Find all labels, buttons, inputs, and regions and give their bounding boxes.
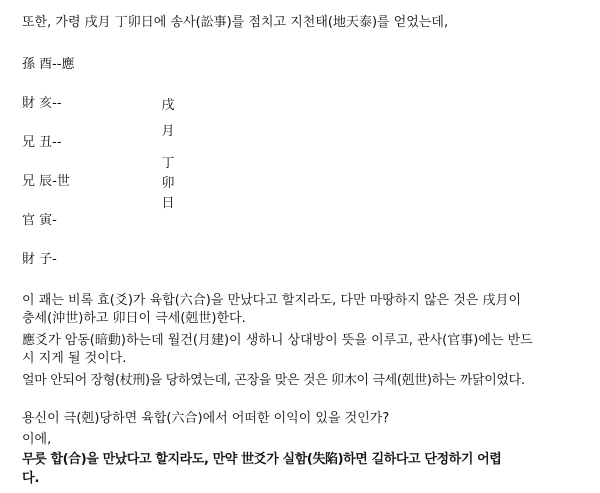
intro-text: 또한, 가령 戌月 丁卯日에 송사(訟事)를 점치고 지천태(地天泰)를 얻었는데,: [22, 15, 449, 30]
date-char: 卯: [161, 176, 175, 191]
hexagram-line-2: 財 亥--: [22, 96, 62, 111]
paragraph-line: 시 지게 될 것이다.: [22, 351, 127, 366]
hexagram-line-4: 兄 辰-世: [22, 174, 70, 189]
conclusion-line: 다.: [22, 471, 40, 486]
conclusion-line: 무릇 합(合)을 만났다고 할지라도, 만약 世爻가 실함(失陷)하면 길하다고 단정하기 어렵: [22, 452, 502, 467]
hexagram-line-1: 孫 酉--應: [22, 57, 75, 72]
date-char: 丁: [161, 156, 175, 171]
paragraph-line: 이 괘는 비록 효(爻)가 육합(六合)을 만났다고 할지라도, 다만 마땅하지 않은 것은 戌月이: [22, 293, 522, 308]
date-char: 日: [161, 196, 175, 211]
paragraph-line: 충세(沖世)하고 卯日이 극세(剋世)한다.: [22, 311, 246, 326]
paragraph-line: 이에,: [22, 432, 52, 447]
paragraph-line: 얼마 안되어 장형(杖刑)을 당하였는데, 곤장을 맞은 것은 卯木이 극세(剋世)하는 까닭이었다.: [22, 373, 525, 388]
hexagram-line-3: 兄 丑--: [22, 135, 62, 150]
paragraph-line: 應爻가 암동(暗動)하는데 월건(月建)이 생하니 상대방이 뜻을 이루고, 관사(官事)에는 반드: [22, 333, 533, 348]
date-char: 戌: [161, 98, 175, 113]
date-char: 月: [161, 124, 175, 139]
paragraph-line: 용신이 극(剋)당하면 육합(六合)에서 어떠한 이익이 있을 것인가?: [22, 411, 390, 426]
hexagram-line-6: 財 子-: [22, 252, 57, 267]
hexagram-line-5: 官 寅-: [22, 213, 57, 228]
